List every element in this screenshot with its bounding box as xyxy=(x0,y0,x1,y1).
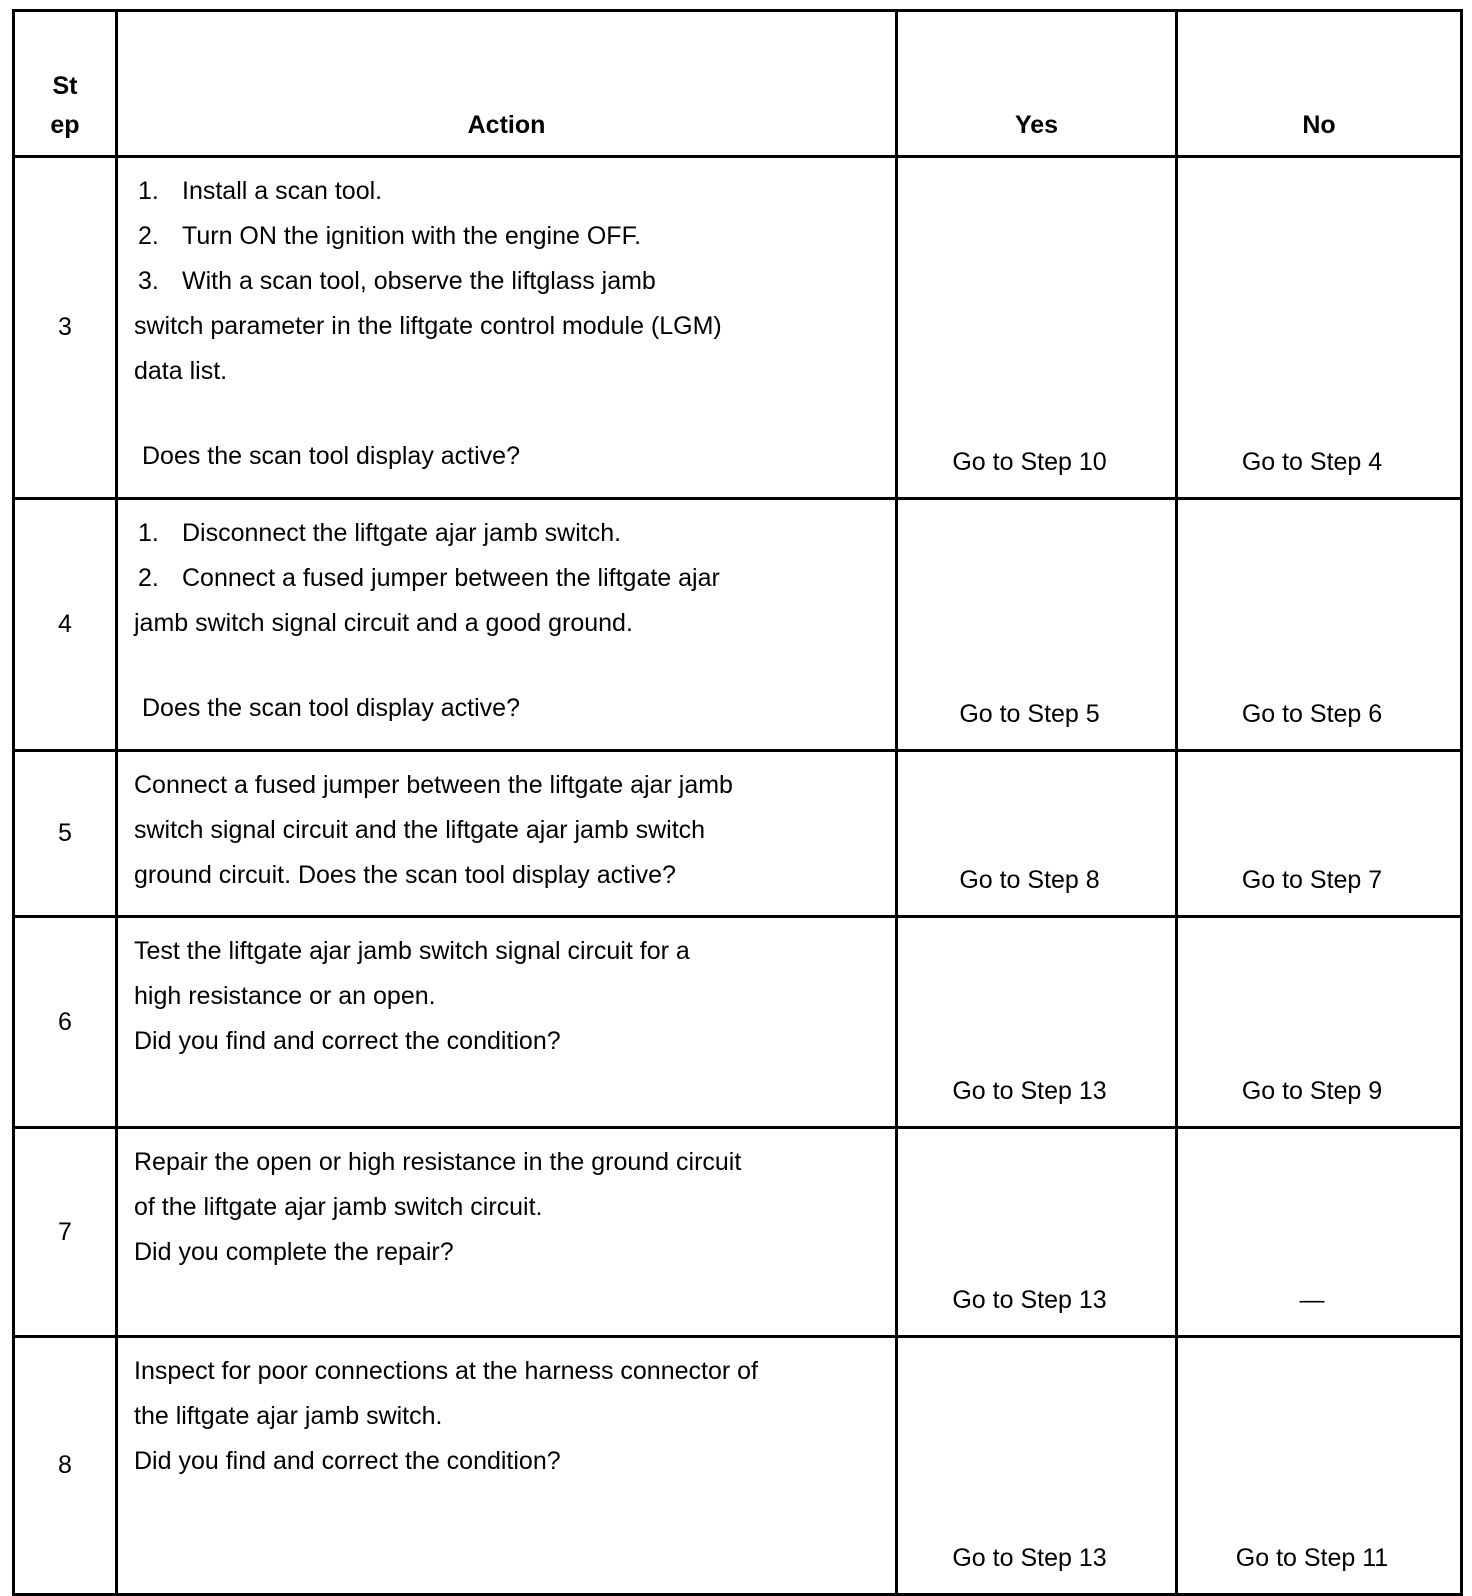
yes-cell: Go to Step 13 xyxy=(897,1337,1177,1595)
header-step-line2: ep xyxy=(50,111,80,139)
action-text-line: switch signal circuit and the liftgate ajar jamb switch xyxy=(134,816,706,844)
list-item: 1. Install a scan tool. xyxy=(138,177,383,205)
list-item: 1. Disconnect the liftgate ajar jamb switch. xyxy=(138,519,622,547)
header-step-line1: St xyxy=(52,72,78,100)
action-question: Does the scan tool display active? xyxy=(142,442,520,470)
action-cell xyxy=(117,1128,897,1337)
action-text-line: Inspect for poor connections at the harness connector of xyxy=(134,1357,758,1385)
action-text-line: Test the liftgate ajar jamb switch signal circuit for a xyxy=(134,937,690,965)
action-text-line: data list. xyxy=(134,357,228,385)
step-number: 6 xyxy=(14,917,117,1128)
yes-cell: Go to Step 8 xyxy=(897,751,1177,917)
diagnostic-table xyxy=(12,9,1463,1596)
no-cell: Go to Step 9 xyxy=(1177,917,1462,1128)
table-row xyxy=(14,499,1462,751)
yes-cell: Go to Step 13 xyxy=(897,1128,1177,1337)
no-cell: Go to Step 7 xyxy=(1177,751,1462,917)
action-text-line: of the liftgate ajar jamb switch circuit. xyxy=(134,1193,543,1221)
action-text-line: jamb switch signal circuit and a good ground. xyxy=(134,609,633,637)
yes-cell: Go to Step 10 xyxy=(897,157,1177,499)
no-cell: Go to Step 4 xyxy=(1177,157,1462,499)
table-row xyxy=(14,1337,1462,1595)
action-cell xyxy=(117,499,897,751)
table-row xyxy=(14,751,1462,917)
action-text-line: Did you find and correct the condition? xyxy=(134,1027,561,1055)
action-text-line: Did you complete the repair? xyxy=(134,1238,454,1266)
action-text-line: Repair the open or high resistance in the ground circuit xyxy=(134,1148,742,1176)
step-number: 8 xyxy=(14,1337,117,1595)
action-text-line: Connect a fused jumper between the liftgate ajar jamb xyxy=(134,771,733,799)
no-cell: Go to Step 6 xyxy=(1177,499,1462,751)
header-yes: Yes xyxy=(897,11,1177,157)
header-no: No xyxy=(1177,11,1462,157)
table-header-row xyxy=(14,11,1462,157)
no-cell: Go to Step 11 xyxy=(1177,1337,1462,1595)
header-action: Action xyxy=(117,11,897,157)
step-number: 4 xyxy=(14,499,117,751)
action-cell xyxy=(117,157,897,499)
yes-cell: Go to Step 5 xyxy=(897,499,1177,751)
list-item: 2. Connect a fused jumper between the liftgate ajar xyxy=(138,564,720,592)
action-text-line: the liftgate ajar jamb switch. xyxy=(134,1402,443,1430)
table-row xyxy=(14,917,1462,1128)
action-text-line: high resistance or an open. xyxy=(134,982,436,1010)
step-number: 7 xyxy=(14,1128,117,1337)
table-row xyxy=(14,1128,1462,1337)
action-text-line: switch parameter in the liftgate control module (LGM) xyxy=(134,312,722,340)
step-number: 3 xyxy=(14,157,117,499)
action-question: Does the scan tool display active? xyxy=(142,694,520,722)
action-cell xyxy=(117,751,897,917)
action-cell xyxy=(117,917,897,1128)
yes-cell: Go to Step 13 xyxy=(897,917,1177,1128)
header-step xyxy=(14,11,117,157)
list-item: 3. With a scan tool, observe the liftglass jamb xyxy=(138,267,656,295)
no-cell: — xyxy=(1177,1128,1462,1337)
action-text-line: Did you find and correct the condition? xyxy=(134,1447,561,1475)
step-number: 5 xyxy=(14,751,117,917)
list-item: 2. Turn ON the ignition with the engine OFF. xyxy=(138,222,642,250)
action-text-line: ground circuit. Does the scan tool display active? xyxy=(134,861,676,889)
action-cell xyxy=(117,1337,897,1595)
table-row xyxy=(14,157,1462,499)
